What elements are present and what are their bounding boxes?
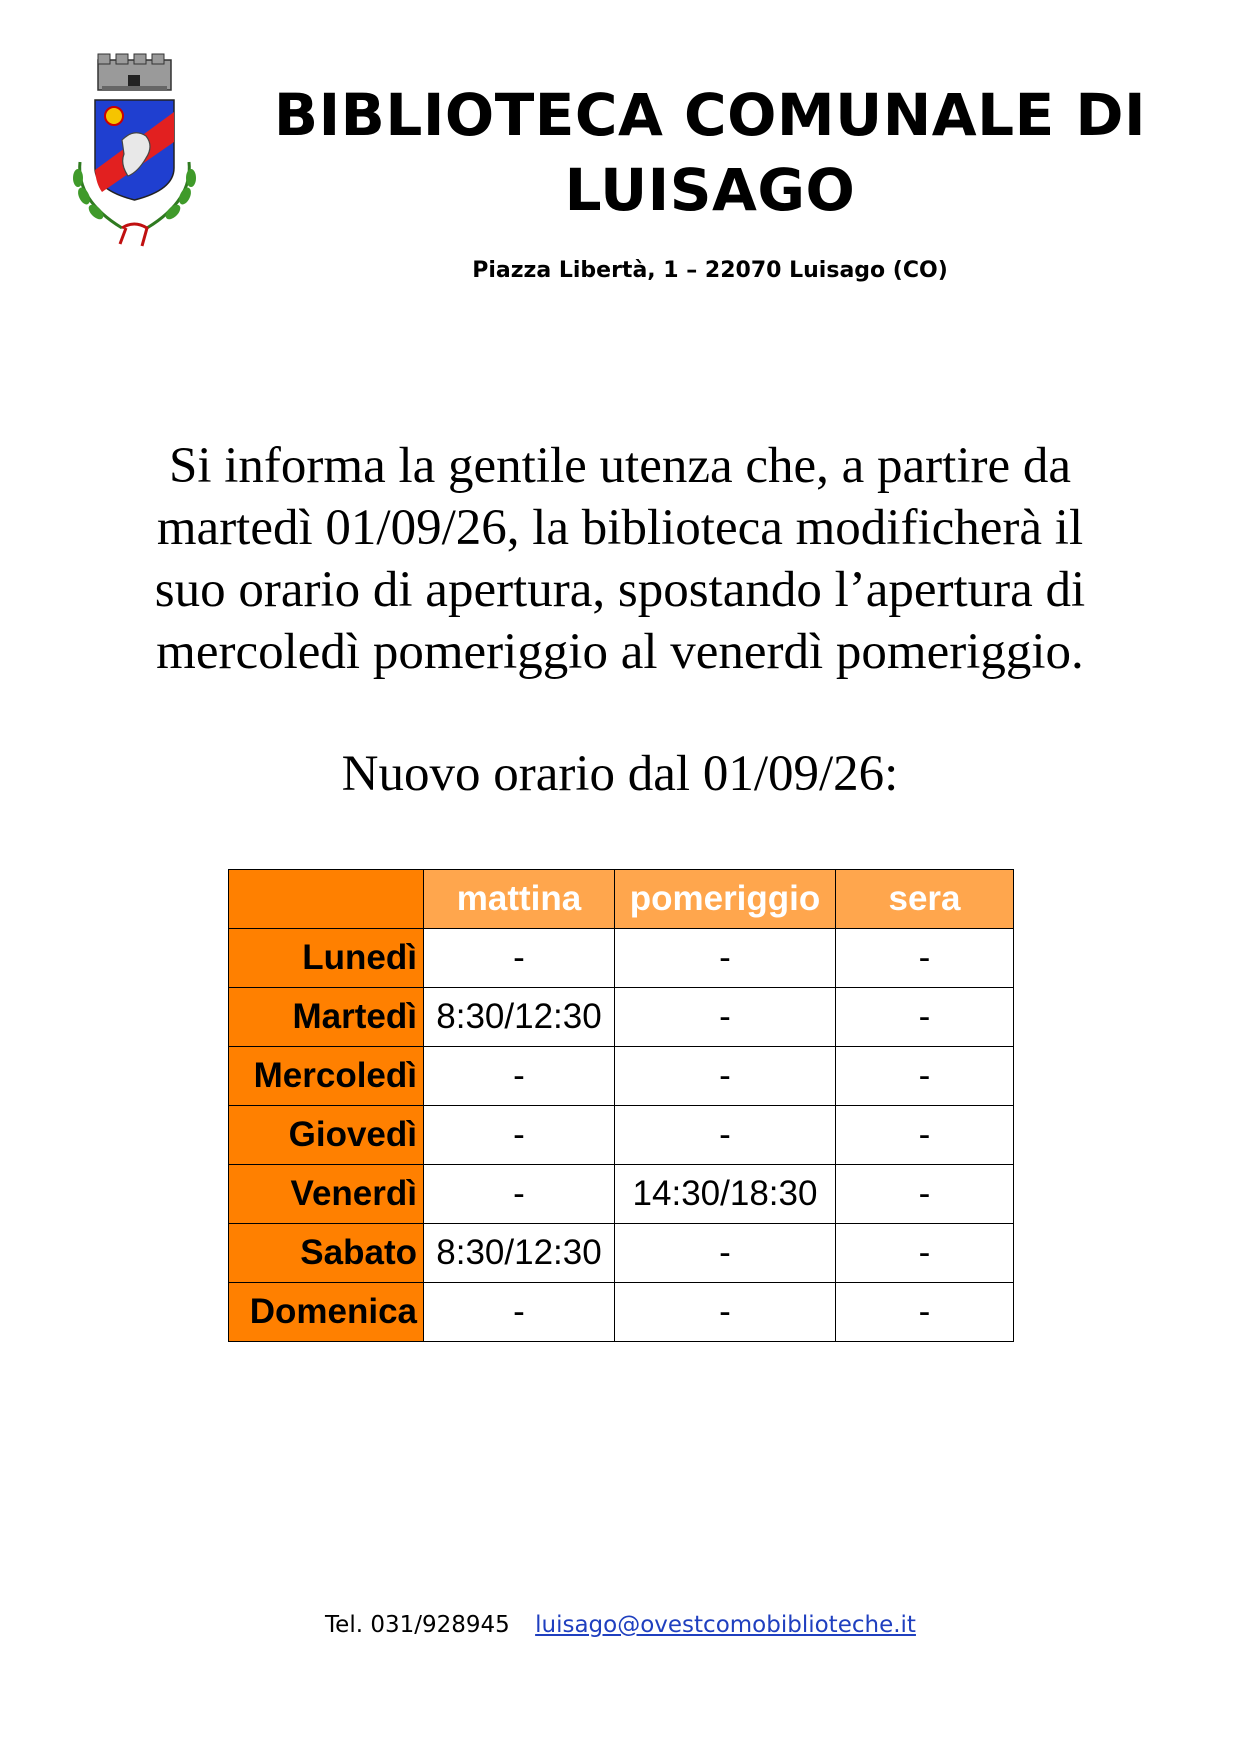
table-row [229,988,1014,1047]
hours-cell: - [836,1165,1014,1224]
hours-cell: - [615,1224,836,1283]
hours-cell: - [424,1106,615,1165]
hours-cell: - [836,1106,1014,1165]
hours-cell: - [424,1283,615,1342]
notice-line: martedì 01/09/26, la biblioteca modificherà il [156,500,1084,556]
hours-cell: - [615,988,836,1047]
schedule-subtitle: Nuovo orario dal 01/09/26: [341,746,899,802]
hours-cell: - [615,1283,836,1342]
column-header-sera: sera [836,870,1014,929]
table-row [229,1283,1014,1342]
hours-cell: - [424,1165,615,1224]
coat-of-arms-icon [62,50,207,255]
notice-line: mercoledì pomeriggio al venerdì pomeriggio. [156,624,1084,680]
hours-cell: - [836,1283,1014,1342]
contact-footer [0,1612,1241,1638]
opening-hours-table [228,869,1014,1342]
day-label: Lunedì [229,929,424,988]
column-header-mattina: mattina [424,870,615,929]
day-label: Mercoledì [229,1047,424,1106]
day-label: Venerdì [229,1165,424,1224]
phone-number: Tel. 031/928945 [325,1612,510,1638]
day-label: Giovedì [229,1106,424,1165]
day-label: Sabato [229,1224,424,1283]
day-label: Martedì [229,988,424,1047]
title-line: LUISAGO [564,156,856,224]
hours-cell: - [615,1047,836,1106]
hours-cell: - [836,1224,1014,1283]
email-link[interactable]: luisago@ovestcomobiblioteche.it [535,1612,916,1638]
hours-cell: - [836,988,1014,1047]
library-title [230,78,1190,228]
hours-cell: 8:30/12:30 [424,988,615,1047]
column-header-pomeriggio: pomeriggio [615,870,836,929]
notice-line: suo orario di apertura, spostando l’apertura di [154,562,1086,618]
table-header-row [229,870,1014,929]
table-row [229,1165,1014,1224]
hours-cell: - [615,929,836,988]
table-row [229,1047,1014,1106]
hours-cell: - [615,1106,836,1165]
notice-paragraph [110,435,1130,683]
hours-cell: - [836,1047,1014,1106]
table-row [229,1106,1014,1165]
title-line: BIBLIOTECA COMUNALE DI [273,81,1147,149]
table-corner-cell [229,870,424,929]
hours-cell: - [424,929,615,988]
table-row [229,1224,1014,1283]
notice-line: Si informa la gentile utenza che, a partire da [168,438,1071,494]
library-address: Piazza Libertà, 1 – 22070 Luisago (CO) [472,258,948,283]
hours-cell: 8:30/12:30 [424,1224,615,1283]
hours-cell: 14:30/18:30 [615,1165,836,1224]
table-row [229,929,1014,988]
hours-cell: - [836,929,1014,988]
day-label: Domenica [229,1283,424,1342]
hours-cell: - [424,1047,615,1106]
